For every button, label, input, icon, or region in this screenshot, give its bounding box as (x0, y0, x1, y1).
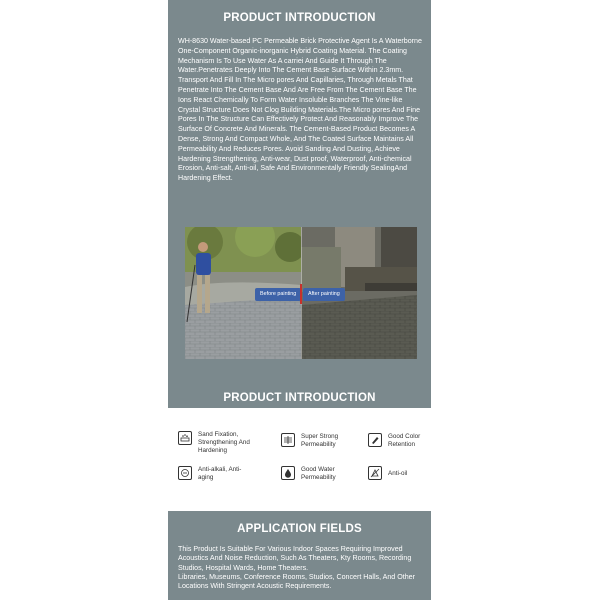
feature-label: Super Strong Permeability (301, 433, 339, 448)
before-painting-label: Before painting (255, 288, 301, 301)
application-line-1: This Product Is Suitable For Various Indoor Spaces Requiring Improved Acoustics And Noise Reduction, Such As Theaters, Kty Rooms, Recording Studios, Hospital Wards, Home Theaters. (178, 545, 412, 572)
feature-label: Good Color Retention (388, 433, 421, 448)
anti-alkali-icon (178, 466, 192, 480)
feature-label: Anti-alkali, Anti-aging (198, 466, 242, 481)
feature-label: Anti-oil (388, 470, 408, 477)
intro-panel (168, 0, 431, 408)
feature-label: Good Water Permeability (301, 466, 336, 481)
application-body (178, 545, 423, 591)
feature-permeability (281, 433, 349, 449)
feature-color-retention (368, 433, 430, 449)
application-panel (168, 511, 431, 600)
features-grid (168, 408, 431, 508)
color-retention-icon (368, 433, 382, 447)
feature-sand-fixation (178, 431, 258, 455)
feature-water-permeability (281, 466, 349, 482)
feature-label: Sand Fixation, Strengthening And Hardening (198, 431, 250, 454)
feature-anti-alkali (178, 466, 248, 482)
application-heading: APPLICATION FIELDS (237, 523, 362, 535)
comparison-divider (300, 284, 302, 304)
after-painting-label: After painting (303, 288, 345, 301)
water-drop-icon (281, 466, 295, 480)
permeability-icon (281, 433, 295, 447)
features-heading: PRODUCT INTRODUCTION (223, 392, 376, 404)
feature-anti-oil (368, 466, 407, 480)
application-line-2: Libraries, Museums, Conference Rooms, Studios, Concert Halls, And Other Locations With Stringent Acoustic Requirements. (178, 572, 415, 591)
intro-body: WH-8630 Water-based PC Permeable Brick Protective Agent Is A Waterborne One-Component Organic-inorganic Hybrid Coating Material. The Coating Mechanism Is To Use Water As A carriei And Guide It Through The Water.Penetrates Deeply Into The Cement Base Surface Within 2.3mm. Transport And Fill In The Micro pores And Capillaries, Through Metals That Penetrate Into The Cement Base And Are Free From The Cement Base The Ions React Chemically To Form Water Insoluble Branches The Vine-like Crystal Structure Does Not Clog Building Materials.The Micro pores And Fine Pores In The Structure Can Effectively Protect And Reasonably Improve The Surface Of Concrete And Minerals. The Cement-Based Product Becomes A Dense, Strong And Compact Whole, And The Coated Surface Maintains All Permeability And Reduces Pores. Avoid Sanding And Dusting, Achieve Hardening Strengthening, Anti-wear, Dust proof, Waterproof, Anti-chemical Erosion, Anti-salt, Anti-oil, Safe And Environmentally Friendly SealingAnd Hardening Effect. (178, 37, 422, 183)
product-page (168, 0, 431, 600)
intro-heading: PRODUCT INTRODUCTION (223, 12, 376, 24)
sand-fixation-icon (178, 431, 192, 445)
anti-oil-icon (368, 466, 382, 480)
